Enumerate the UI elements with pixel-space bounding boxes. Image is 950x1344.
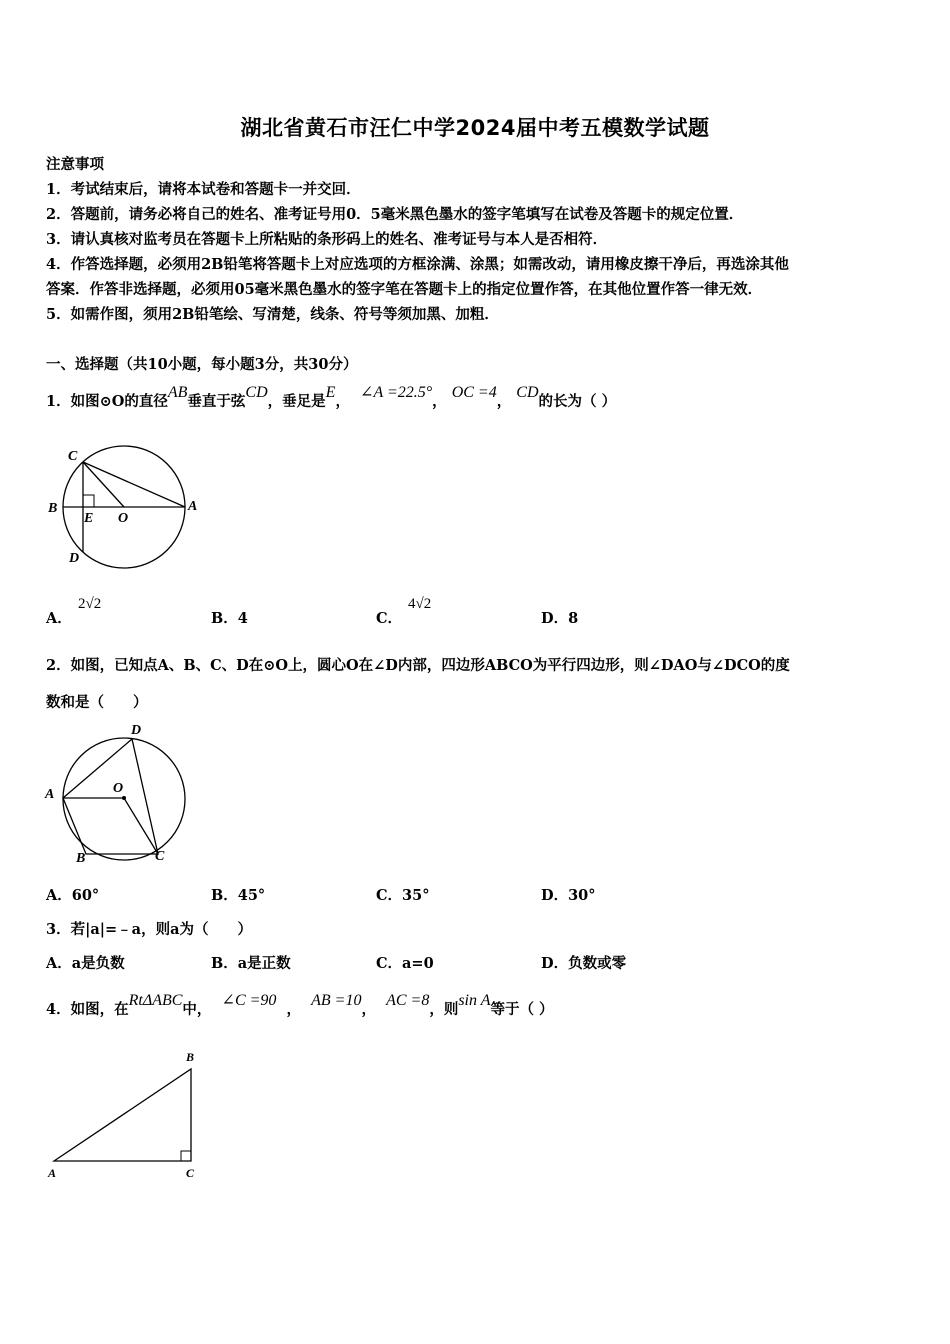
question-4-stem (46, 992, 554, 1019)
note-item: 4．作答选择题，必须用2B铅笔将答题卡上对应选项的方框涂满、涂黑；如需改动，请用橡皮擦干净后，再选涂其他 (46, 256, 789, 273)
q4-math: AC =8 (386, 992, 430, 1009)
label-c: C (186, 1166, 195, 1180)
center-point (122, 796, 126, 800)
q2-option-b[interactable]: B．45° (211, 887, 266, 904)
q3-option-c[interactable]: C．a=0 (376, 955, 434, 972)
q1-option-value: 4 (237, 610, 248, 627)
note-item: 3．请认真核对监考员在答题卡上所粘贴的条形码上的姓名、准考证号与本人是否相符． (46, 231, 608, 248)
q1-option-a[interactable]: A． (46, 610, 72, 627)
label-c: C (68, 449, 78, 464)
label-d: D (69, 551, 80, 566)
q1-option-c[interactable]: C． (376, 610, 403, 627)
label-e: E (84, 511, 94, 526)
question-2-stem-line1: 2．如图，已知点A、B、C、D在⊙O上，圆心O在∠D内部，四边形ABCO为平行四边形，则∠DAO与∠DCO的度 (46, 657, 790, 674)
q4-text: 中， (182, 1001, 212, 1018)
question-2-stem-line2: 数和是（ ） (46, 694, 148, 711)
note-item: 5．如需作图，须用2B铅笔绘、写清楚，线条、符号等须加黑、加粗． (46, 306, 499, 323)
q1-text: 1．如图⊙O的直径 (46, 393, 168, 410)
label-a: A (188, 499, 198, 514)
q4-text: ， (361, 1001, 376, 1018)
q4-math: RtΔABC (128, 992, 183, 1009)
label-b: B (48, 501, 58, 516)
q3-option-a[interactable]: A．a是负数 (46, 955, 125, 972)
q1-text: ，垂足是 (267, 393, 326, 410)
q1-text: ， (496, 393, 512, 410)
q1-text: ， (335, 393, 350, 410)
q1-math: ∠A =22.5° (360, 384, 433, 401)
q4-text: 等于（ ） (490, 1001, 554, 1018)
label-o: O (118, 511, 129, 526)
q1-option-letter: B． (211, 610, 238, 627)
q2-option-c[interactable]: C．35° (376, 887, 430, 904)
label-d: D (131, 723, 142, 738)
q1-math: E (325, 384, 336, 401)
q1-text: 的长为（ ） (538, 393, 617, 410)
note-item: 答案．作答非选择题，必须用05毫米黑色墨水的签字笔在答题卡上的指定位置作答，在其他位置作答一律无效． (46, 281, 763, 298)
q4-text: ， (286, 1001, 302, 1018)
q4-math: AB =10 (311, 992, 362, 1009)
segment-ca (83, 462, 185, 507)
q3-option-b[interactable]: B．a是正数 (211, 955, 291, 972)
q1-option-value: 8 (568, 610, 579, 627)
q1-option-b[interactable] (211, 607, 248, 628)
label-o: O (113, 781, 124, 796)
q1-option-a-value: 2√2 (78, 596, 102, 612)
q4-math: ∠C =90 (221, 992, 277, 1009)
segment-dc (132, 739, 158, 854)
q4-text: ，则 (429, 1001, 459, 1018)
page-title: 湖北省黄石市汪仁中学2024届中考五模数学试题 (240, 116, 710, 140)
section-heading: 一、选择题（共10小题，每小题3分，共30分） (46, 356, 358, 373)
q4-figure (40, 1045, 220, 1185)
triangle-abc (54, 1069, 191, 1161)
q1-math: CD (516, 384, 539, 401)
q4-text: 4．如图，在 (46, 1001, 129, 1018)
parallelogram-abco (63, 798, 158, 854)
q1-math: CD (245, 384, 268, 401)
q2-figure (40, 718, 200, 868)
q1-figure (40, 440, 210, 575)
q1-math: AB (167, 384, 188, 401)
q2-option-d[interactable]: D．30° (541, 887, 596, 904)
q2-option-a[interactable]: A．60° (46, 887, 100, 904)
q3-option-d[interactable]: D．负数或零 (541, 955, 627, 972)
label-b: B (186, 1050, 195, 1064)
q1-text: 垂直于弦 (187, 393, 246, 410)
label-a: A (48, 1166, 57, 1180)
label-c: C (155, 849, 165, 864)
notes-heading: 注意事项 (46, 156, 104, 173)
right-angle-mark (181, 1151, 191, 1161)
note-item: 2．答题前，请务必将自己的姓名、准考证号用0．5毫米黑色墨水的签字笔填写在试卷及答题卡的规定位置． (46, 206, 744, 223)
label-a: A (45, 787, 55, 802)
right-angle-mark (83, 495, 94, 507)
note-item: 1．考试结束后，请将本试卷和答题卡一并交回． (46, 181, 361, 198)
q1-option-d[interactable] (541, 607, 578, 628)
q1-option-letter: D． (541, 610, 569, 627)
q1-text: ， (432, 393, 447, 410)
q1-math: OC =4 (451, 384, 497, 401)
question-1-stem (46, 384, 617, 411)
question-3-stem: 3．若|a|=﹣a，则a为（ ） (46, 921, 252, 938)
label-b: B (76, 851, 86, 866)
q4-math: sin A (458, 992, 491, 1009)
segment-co (83, 462, 124, 507)
q1-option-c-value: 4√2 (408, 596, 432, 612)
